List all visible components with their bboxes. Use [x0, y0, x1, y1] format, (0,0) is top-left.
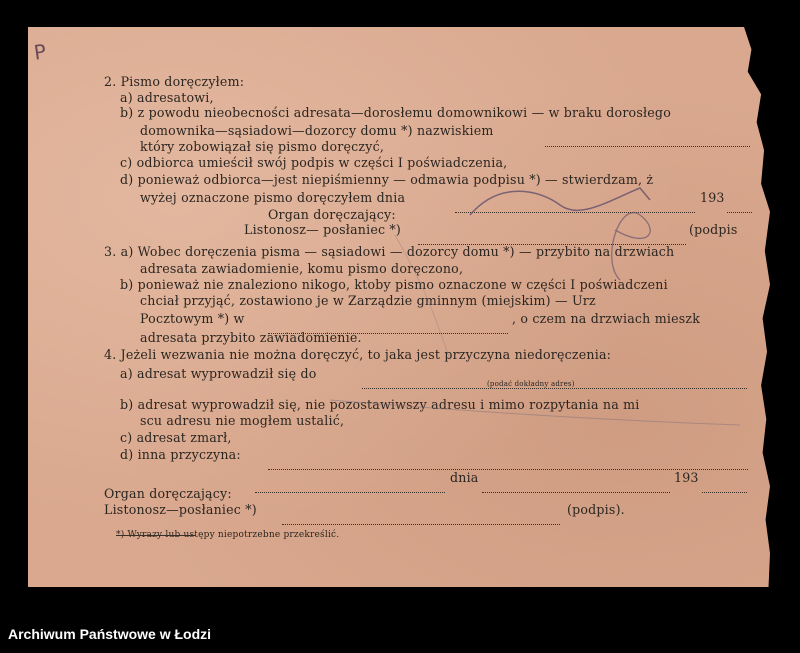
- text-line-l8b: 193: [700, 190, 725, 205]
- text-line-l10: Listonosz— posłaniec *): [244, 222, 402, 237]
- text-line-l22: d) inna przyczyna:: [120, 447, 241, 462]
- text-line-l11: 3. a) Wobec doręczenia pisma — sąsiadowi — dozorcy domu *) — przybito na drzwiach: [104, 244, 675, 259]
- text-line-l17: 4. Jeżeli wezwania nie można doręczyć, to jaka jest przyczyna niedoręczenia:: [104, 347, 612, 362]
- text-line-l25: Listonosz—posłaniec *): [104, 502, 257, 517]
- text-line-l23b: 193: [674, 470, 699, 485]
- text-line-l10b: (podpis: [689, 222, 738, 237]
- text-line-l18: a) adresat wyprowadził się do: [120, 366, 317, 381]
- margin-mark: P: [32, 39, 48, 65]
- text-line-l16: adresata przybito zawiadomienie.: [140, 330, 362, 345]
- text-line-l19: b) adresat wyprowadził się, nie pozostawiwszy adresu i mimo rozpytania na mi: [120, 397, 640, 412]
- text-line-l8: wyżej oznaczone pismo doręczyłem dnia: [140, 190, 406, 205]
- text-line-l23: dnia: [450, 470, 479, 485]
- text-line-l5: który zobowiązał się pismo doręczyć,: [140, 139, 385, 154]
- text-line-l18s: (podać dokładny adres): [487, 380, 575, 388]
- text-line-l4: domownika—sąsiadowi—dozorcy domu *) nazwiskiem: [140, 123, 494, 138]
- archive-label: Archiwum Państwowe w Łodzi: [8, 626, 212, 642]
- text-line-l24: Organ doręczający:: [104, 486, 232, 501]
- text-line-l21: c) adresat zmarł,: [120, 430, 232, 445]
- text-line-l6: c) odbiorca umieścił swój podpis w części I poświadczenia,: [120, 155, 508, 170]
- text-line-l7: d) ponieważ odbiorca—jest niepiśmienny — odmawia podpisu *) — stwierdzam, ż: [120, 172, 654, 187]
- text-line-l26: *) Wyrazy lub ustępy niepotrzebne przekreślić.: [116, 530, 340, 540]
- text-line-l12: adresata zawiadomienie, komu pismo doręczono,: [140, 261, 464, 276]
- text-line-l20: scu adresu nie mogłem ustalić,: [140, 413, 345, 428]
- text-line-l15: Pocztowym *) w: [140, 311, 245, 326]
- text-line-l1: 2. Pismo doręczyłem:: [104, 74, 245, 89]
- text-line-l13: b) ponieważ nie znaleziono nikogo, ktoby pismo oznaczone w części I poświadczeni: [120, 277, 668, 292]
- text-line-l9: Organ doręczający:: [268, 207, 396, 222]
- text-line-l15b: , o czem na drzwiach mieszk: [512, 311, 701, 326]
- text-line-l2: a) adresatowi,: [120, 90, 214, 105]
- text-line-l3: b) z powodu nieobecności adresata—dorosłemu domownikowi — w braku dorosłego: [120, 105, 671, 120]
- text-line-l25b: (podpis).: [567, 502, 625, 517]
- text-line-l14: chciał przyjąć, zostawiono je w Zarządzie gminnym (miejskim) — Urz: [140, 293, 596, 308]
